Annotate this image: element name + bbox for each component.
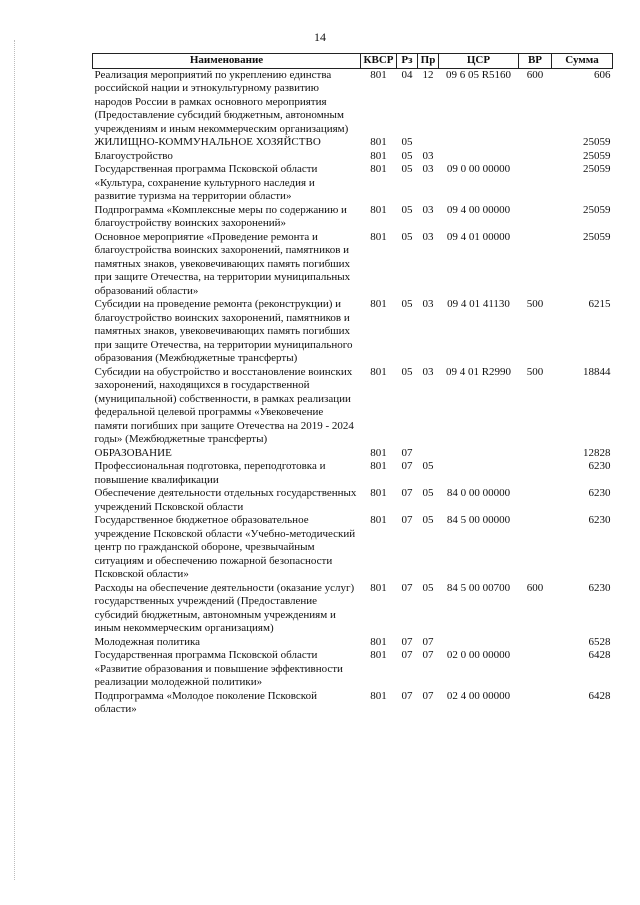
row-vr-cell xyxy=(519,690,552,717)
table-row xyxy=(93,460,613,487)
row-vr-cell xyxy=(519,487,552,514)
row-vr-cell: 600 xyxy=(526,581,544,594)
row-pr-cell: 05 xyxy=(422,581,434,594)
row-name-cell: Государственное бюджетное образовательное учреждение Псковской области «Учебно-методический центр по гражданской обороне, чрезвычайным ситуациям и обеспечению пожарной безопасности Псковской области» xyxy=(94,514,356,580)
row-csr-cell: 09 4 01 00000 xyxy=(446,230,511,243)
row-pr-cell: 05 xyxy=(422,460,434,472)
row-pr-cell: 07 xyxy=(422,689,434,702)
table-row xyxy=(93,163,613,204)
header-name: Наименование xyxy=(93,54,361,69)
row-kvsr-cell: 801 xyxy=(370,365,387,378)
row-kvsr-cell: 801 xyxy=(370,68,387,81)
row-name-cell: Субсидии на обустройство и восстановление воинских захоронений, находящихся в государственной (муниципальной) собственности, в рамках реализации федеральной целевой программы «Увековечение памяти погибших при защите Отечества на 2019 - 2024 годы» (Межбюджетные трансферты) xyxy=(94,365,354,445)
row-sum-cell: 606 xyxy=(594,68,611,81)
table-row xyxy=(93,690,613,717)
row-csr-cell: 84 0 00 00000 xyxy=(446,487,511,499)
row-csr-cell: 09 4 00 00000 xyxy=(446,203,511,216)
header-pr: Пр xyxy=(418,54,439,69)
row-vr-cell xyxy=(519,150,552,164)
row-pr-cell: 12 xyxy=(422,68,434,81)
table-row xyxy=(93,204,613,231)
row-vr-cell xyxy=(519,636,552,650)
row-sum-cell: 25059 xyxy=(583,203,611,216)
row-pr-cell: 07 xyxy=(422,635,434,648)
table-row xyxy=(93,231,613,299)
row-sum-cell: 25059 xyxy=(583,230,611,243)
row-csr-cell xyxy=(439,636,519,650)
row-csr-cell xyxy=(439,447,519,461)
row-vr-cell xyxy=(519,447,552,461)
row-csr-cell xyxy=(439,136,519,150)
header-rz: Рз xyxy=(397,54,418,69)
row-rz-cell: 07 xyxy=(401,446,413,459)
row-pr-cell: 03 xyxy=(422,230,434,243)
row-kvsr-cell: 801 xyxy=(370,163,387,175)
row-kvsr-cell: 801 xyxy=(370,514,387,526)
row-kvsr-cell: 801 xyxy=(370,649,387,661)
row-sum-cell: 6528 xyxy=(588,635,611,648)
row-rz-cell: 05 xyxy=(401,230,413,243)
table-row xyxy=(93,487,613,514)
row-rz-cell: 05 xyxy=(401,136,413,148)
row-name-cell: Государственная программа Псковской области «Культура, сохранение культурного наследия и развитие туризма на территории области» xyxy=(94,163,318,202)
row-rz-cell: 05 xyxy=(401,298,413,310)
row-sum-cell: 6215 xyxy=(588,298,611,310)
row-vr-cell xyxy=(519,649,552,690)
row-rz-cell: 05 xyxy=(401,149,413,162)
row-csr-cell: 09 6 05 R5160 xyxy=(445,68,512,81)
row-csr-cell: 09 0 00 00000 xyxy=(446,163,511,175)
row-csr-cell: 09 4 01 R2990 xyxy=(445,365,512,378)
table-row xyxy=(93,68,613,136)
row-sum-cell: 25059 xyxy=(583,163,611,175)
row-pr-cell xyxy=(418,136,439,150)
row-kvsr-cell: 801 xyxy=(370,635,387,648)
row-csr-cell: 84 5 00 00000 xyxy=(446,514,511,526)
row-sum-cell: 6230 xyxy=(588,581,611,594)
row-name-cell: Основное мероприятие «Проведение ремонта и благоустройства воинских захоронений, памятников и памятных знаков, увековечивающих память погибших при защите Отечества, на территории муниципальных образований области» xyxy=(94,230,351,297)
row-name-cell: Реализация мероприятий по укреплению единства российской нации и этнокультурному развитию народов России в рамках основного мероприятия (Предоставление субсидий бюджетным, автономным учреждениям и иным некоммерческим организациям) xyxy=(94,68,349,135)
row-vr-cell: 500 xyxy=(526,365,544,378)
header-kvsr: КВСР xyxy=(361,54,397,69)
table-row xyxy=(93,298,613,366)
header-csr: ЦСР xyxy=(439,54,519,69)
row-kvsr-cell: 801 xyxy=(370,446,387,459)
row-csr-cell: 84 5 00 00700 xyxy=(446,581,511,594)
row-pr-cell: 03 xyxy=(422,298,434,310)
page-number: 14 xyxy=(314,30,326,44)
table-row xyxy=(93,514,613,582)
row-pr-cell: 05 xyxy=(422,487,434,499)
row-vr-cell xyxy=(519,163,552,204)
row-name-cell: Обеспечение деятельности отдельных государственных учреждений Псковской области xyxy=(94,487,357,513)
row-csr-cell: 02 0 00 00000 xyxy=(446,649,511,661)
row-name-cell: Подпрограмма «Молодое поколение Псковской области» xyxy=(94,689,317,715)
row-sum-cell: 18844 xyxy=(583,365,611,378)
table-row xyxy=(93,136,613,150)
row-name-cell: Государственная программа Псковской области «Развитие образования и повышение эффективности реализации молодежной политики» xyxy=(94,649,343,688)
row-pr-cell: 03 xyxy=(422,365,434,378)
row-sum-cell: 25059 xyxy=(583,149,611,162)
row-name-cell: Благоустройство xyxy=(94,149,173,162)
row-pr-cell: 05 xyxy=(422,514,434,526)
row-rz-cell: 07 xyxy=(401,460,413,472)
row-name-cell: Профессиональная подготовка, переподготовка и повышение квалификации xyxy=(94,460,326,486)
row-rz-cell: 07 xyxy=(401,649,413,661)
row-sum-cell: 25059 xyxy=(583,136,611,148)
row-rz-cell: 05 xyxy=(401,163,413,175)
row-kvsr-cell: 801 xyxy=(370,460,387,472)
row-pr-cell: 03 xyxy=(422,203,434,216)
row-name-cell: ЖИЛИЩНО-КОММУНАЛЬНОЕ ХОЗЯЙСТВО xyxy=(94,136,321,148)
row-pr-cell xyxy=(418,447,439,461)
budget-table xyxy=(92,53,613,717)
row-sum-cell: 6230 xyxy=(588,460,611,472)
row-name-cell: Молодежная политика xyxy=(94,635,201,648)
row-pr-cell: 03 xyxy=(422,149,434,162)
table-row xyxy=(93,366,613,447)
row-sum-cell: 12828 xyxy=(583,446,611,459)
table-row xyxy=(93,150,613,164)
row-rz-cell: 05 xyxy=(401,203,413,216)
row-vr-cell xyxy=(519,231,552,299)
row-name-cell: Расходы на обеспечение деятельности (оказание услуг) государственных учреждений (Предоставление субсидий бюджетным, автономным учреждениям и иным некоммерческим организациям) xyxy=(94,581,355,634)
row-rz-cell: 05 xyxy=(401,365,413,378)
row-vr-cell xyxy=(519,136,552,150)
table-body xyxy=(93,68,613,717)
row-rz-cell: 04 xyxy=(401,68,413,81)
row-rz-cell: 07 xyxy=(401,635,413,648)
row-rz-cell: 07 xyxy=(401,487,413,499)
row-kvsr-cell: 801 xyxy=(370,581,387,594)
row-sum-cell: 6428 xyxy=(588,689,611,702)
row-vr-cell xyxy=(519,514,552,582)
row-name-cell: Субсидии на проведение ремонта (реконструкции) и благоустройство воинских захоронений, памятников и памятных знаков, увековечивающих память погибших при защите Отечества, на территории муниципального образования (Межбюджетные трансферты) xyxy=(94,298,353,364)
row-sum-cell: 6230 xyxy=(588,487,611,499)
row-vr-cell: 600 xyxy=(526,68,544,81)
row-kvsr-cell: 801 xyxy=(370,487,387,499)
table-row xyxy=(93,649,613,690)
table-header-row xyxy=(93,54,613,69)
header-sum: Сумма xyxy=(552,54,613,69)
table-row xyxy=(93,447,613,461)
row-pr-cell: 07 xyxy=(422,649,434,661)
row-vr-cell: 500 xyxy=(526,298,544,310)
row-kvsr-cell: 801 xyxy=(370,203,387,216)
row-kvsr-cell: 801 xyxy=(370,230,387,243)
row-sum-cell: 6230 xyxy=(588,514,611,526)
row-kvsr-cell: 801 xyxy=(370,136,387,148)
header-vr: ВР xyxy=(519,54,552,69)
row-vr-cell xyxy=(519,204,552,231)
row-csr-cell: 09 4 01 41130 xyxy=(447,298,510,310)
row-vr-cell xyxy=(519,460,552,487)
row-csr-cell: 02 4 00 00000 xyxy=(446,689,511,702)
row-rz-cell: 07 xyxy=(401,514,413,526)
row-kvsr-cell: 801 xyxy=(370,689,387,702)
row-sum-cell: 6428 xyxy=(588,649,611,661)
table-row xyxy=(93,582,613,636)
row-csr-cell xyxy=(439,150,519,164)
row-csr-cell xyxy=(439,460,519,487)
row-pr-cell: 03 xyxy=(422,163,434,175)
row-kvsr-cell: 801 xyxy=(370,149,387,162)
row-kvsr-cell: 801 xyxy=(370,298,387,310)
table-row xyxy=(93,636,613,650)
row-name-cell: ОБРАЗОВАНИЕ xyxy=(94,446,172,459)
row-rz-cell: 07 xyxy=(401,581,413,594)
row-name-cell: Подпрограмма «Комплексные меры по содержанию и благоустройству воинских захоронений» xyxy=(94,203,347,229)
scan-margin-line xyxy=(14,40,16,880)
row-rz-cell: 07 xyxy=(401,689,413,702)
